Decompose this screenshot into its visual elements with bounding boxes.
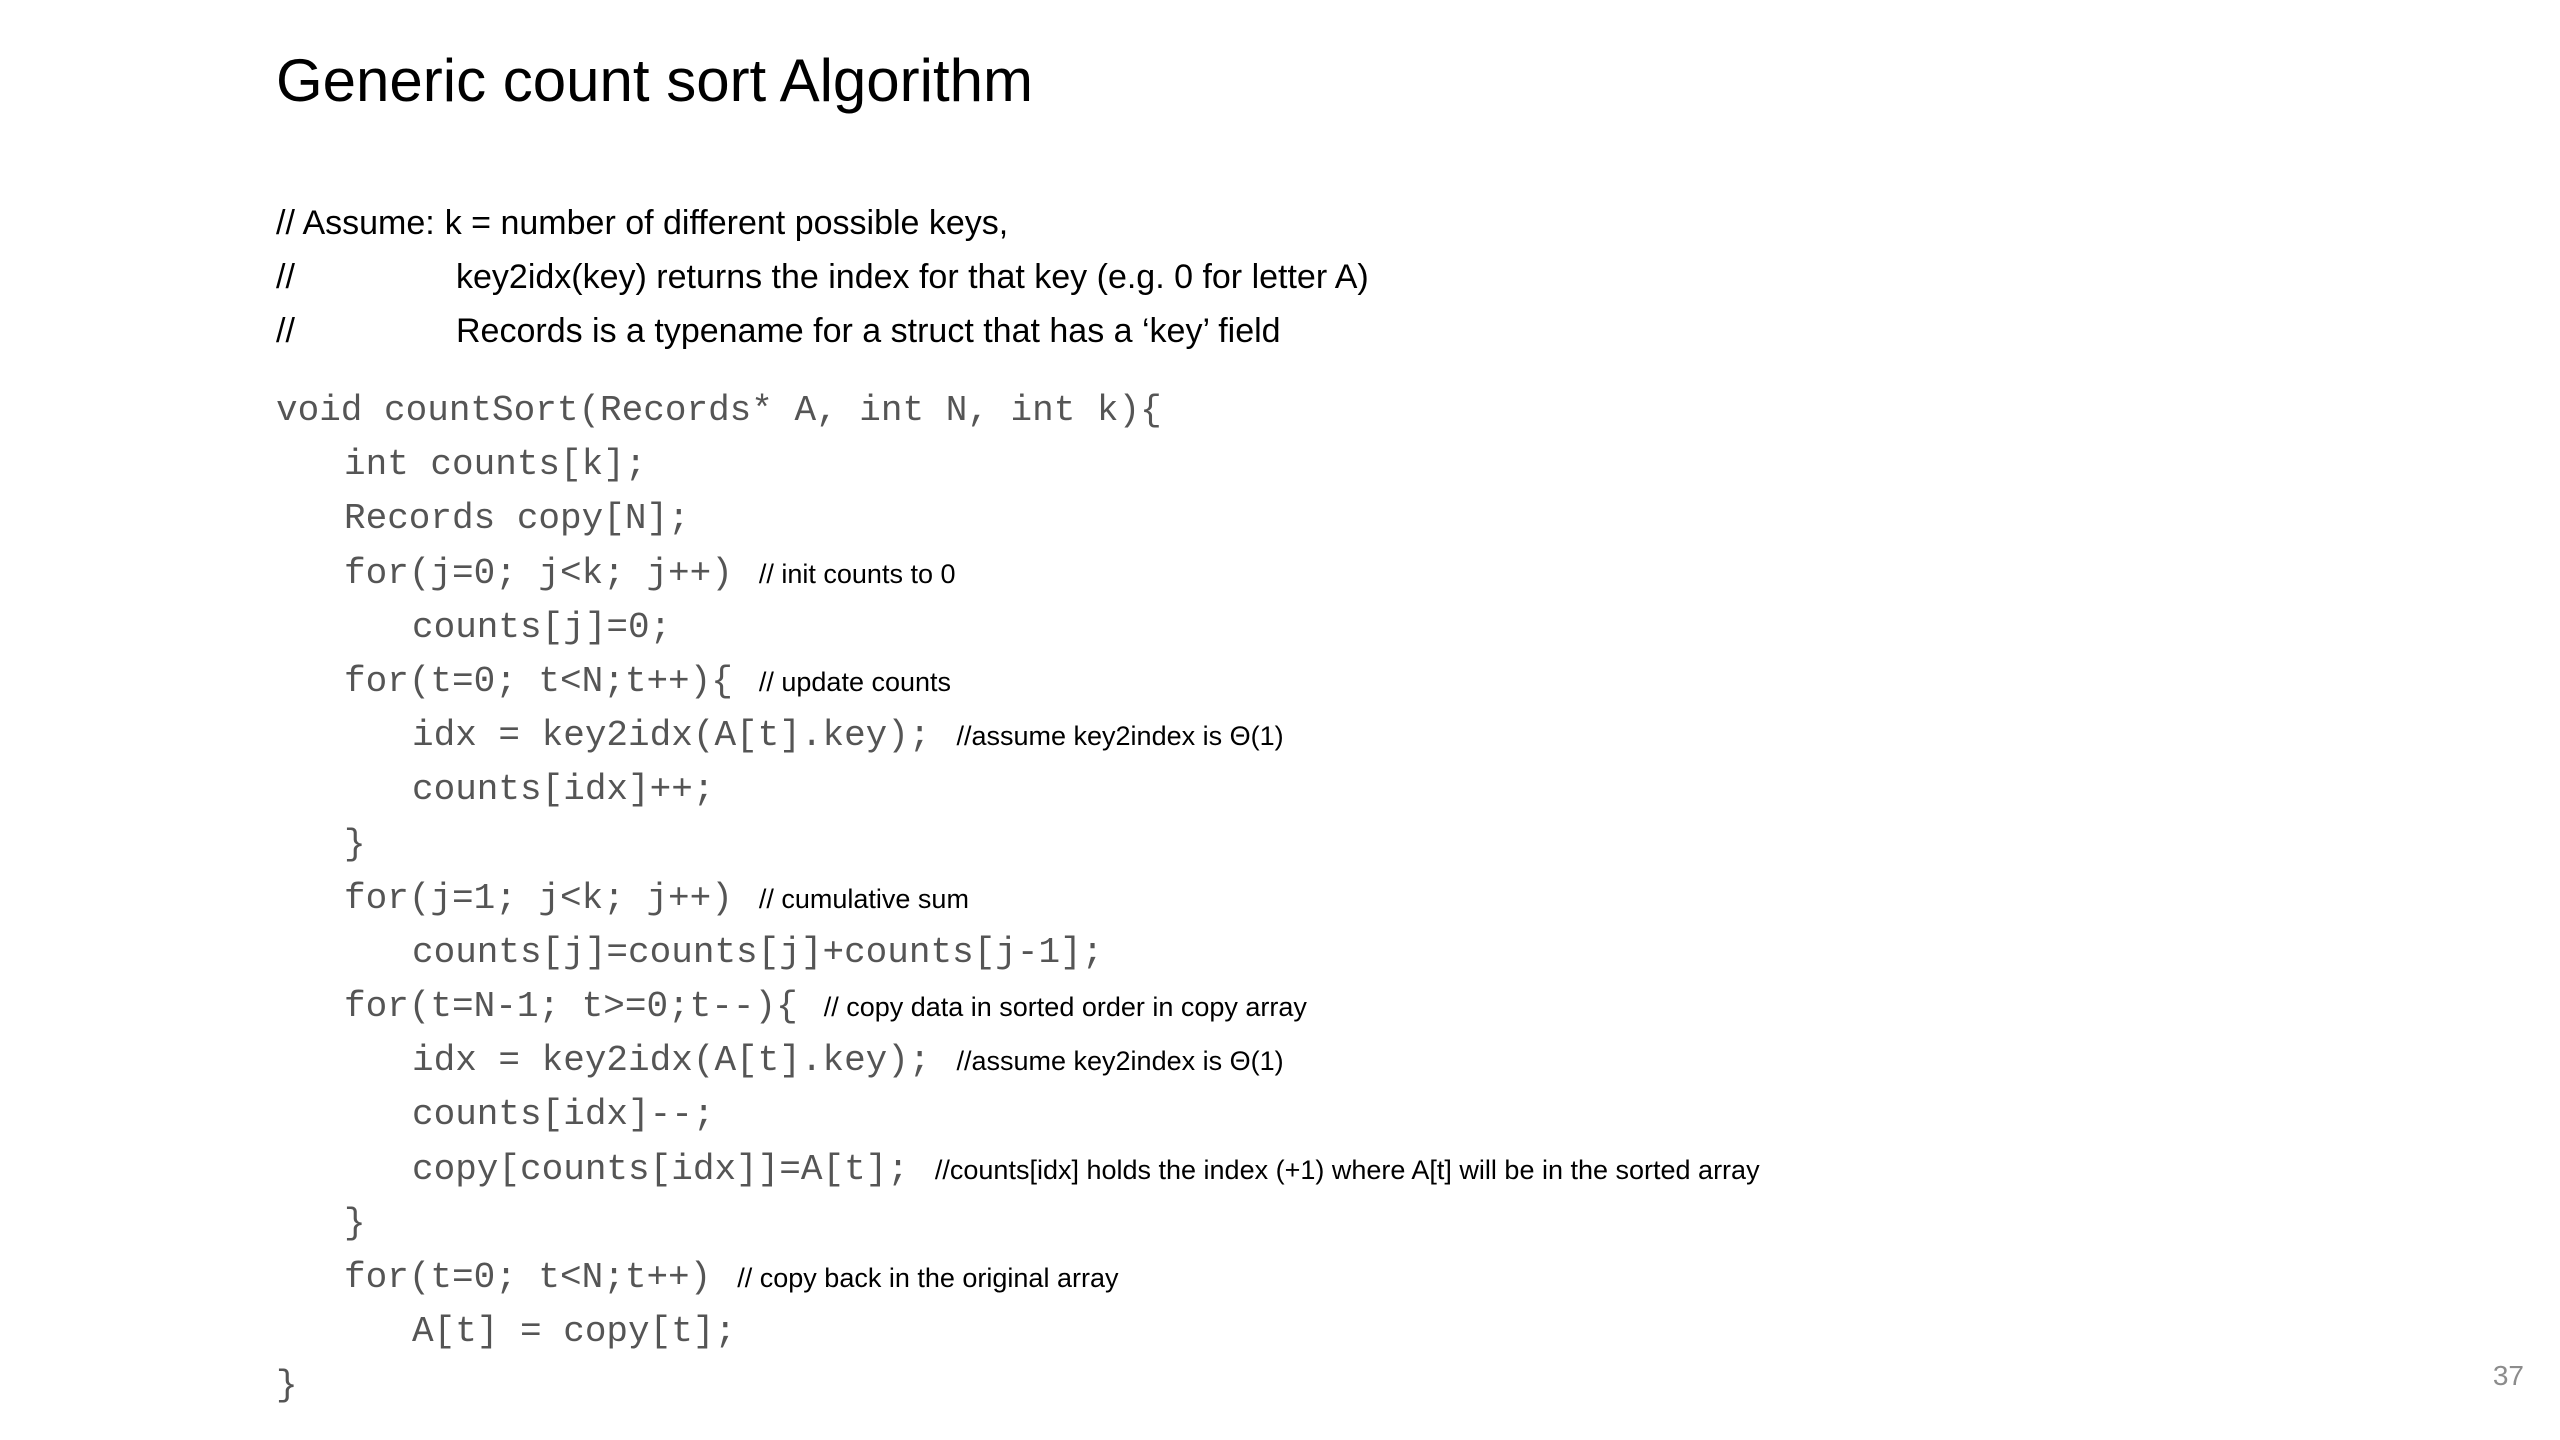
code-line bbox=[276, 1197, 1760, 1251]
code-line bbox=[276, 655, 1760, 709]
code-text: int counts[k]; bbox=[344, 444, 647, 486]
code-line bbox=[276, 763, 1760, 817]
assumption-text: key2idx(key) returns the index for that key (e.g. 0 for letter A) bbox=[456, 258, 1369, 296]
code-line bbox=[276, 709, 1760, 763]
code-line bbox=[276, 1088, 1760, 1142]
code-line bbox=[276, 601, 1760, 655]
code-text: for(j=1; j<k; j++) bbox=[344, 877, 733, 919]
code-text: counts[idx]++; bbox=[412, 769, 715, 811]
code-text: void countSort(Records* A, int N, int k){ bbox=[276, 390, 1162, 431]
code-text: counts[j]=counts[j]+counts[j-1]; bbox=[412, 931, 1104, 973]
code-line bbox=[276, 980, 1760, 1034]
code-comment: // update counts bbox=[758, 666, 952, 697]
code-line bbox=[276, 926, 1760, 980]
code-text: for(t=0; t<N;t++){ bbox=[344, 660, 733, 702]
code-comment: // cumulative sum bbox=[758, 883, 969, 914]
code-text: counts[j]=0; bbox=[412, 606, 672, 648]
code-line bbox=[276, 384, 1760, 438]
code-line bbox=[276, 1034, 1760, 1088]
comment-prefix: // bbox=[276, 258, 295, 296]
code-text: A[t] = copy[t]; bbox=[412, 1311, 737, 1353]
code-comment: //assume key2index is Θ(1) bbox=[956, 721, 1284, 752]
code-line bbox=[276, 1305, 1760, 1359]
code-text: for(t=0; t<N;t++) bbox=[344, 1257, 712, 1298]
assumption-line bbox=[276, 304, 1369, 358]
assumption-text: Records is a typename for a struct that has a ‘key’ field bbox=[456, 312, 1281, 350]
code-comment: // copy data in sorted order in copy array bbox=[823, 992, 1307, 1023]
code-line bbox=[276, 1359, 1760, 1413]
code-line bbox=[276, 1143, 1760, 1197]
code-text: for(j=0; j<k; j++) bbox=[344, 552, 733, 594]
code-line bbox=[276, 547, 1760, 601]
code-text: idx = key2idx(A[t].key); bbox=[412, 715, 931, 757]
slide-title: Generic count sort Algorithm bbox=[276, 47, 1034, 114]
code-comment: // copy back in the original array bbox=[737, 1263, 1119, 1293]
code-text: copy[counts[idx]]=A[t]; bbox=[412, 1148, 909, 1190]
code-line bbox=[276, 818, 1760, 872]
code-line bbox=[276, 872, 1760, 926]
assumptions-block bbox=[276, 196, 1369, 358]
code-comment: // init counts to 0 bbox=[758, 558, 956, 589]
comment-prefix: // Assume: bbox=[276, 204, 435, 242]
code-text: } bbox=[344, 1202, 366, 1244]
code-comment: //counts[idx] holds the index (+1) where A[t] will be in the sorted array bbox=[934, 1154, 1760, 1185]
code-line bbox=[276, 1251, 1760, 1305]
comment-prefix: // bbox=[276, 312, 295, 350]
code-text: Records copy[N]; bbox=[344, 498, 690, 540]
assumption-text: k = number of different possible keys, bbox=[444, 204, 1009, 242]
code-text: } bbox=[276, 1365, 298, 1407]
code-text: counts[idx]--; bbox=[412, 1094, 715, 1136]
code-comment: //assume key2index is Θ(1) bbox=[956, 1046, 1284, 1077]
assumption-line bbox=[276, 250, 1369, 304]
assumption-line bbox=[276, 196, 1369, 250]
slide-number: 37 bbox=[2492, 1360, 2524, 1391]
code-line bbox=[276, 492, 1760, 546]
code-line bbox=[276, 438, 1760, 492]
code-block bbox=[276, 384, 1760, 1414]
code-text: for(t=N-1; t>=0;t--){ bbox=[344, 986, 798, 1028]
code-text: idx = key2idx(A[t].key); bbox=[412, 1040, 931, 1082]
code-text: } bbox=[344, 823, 366, 865]
